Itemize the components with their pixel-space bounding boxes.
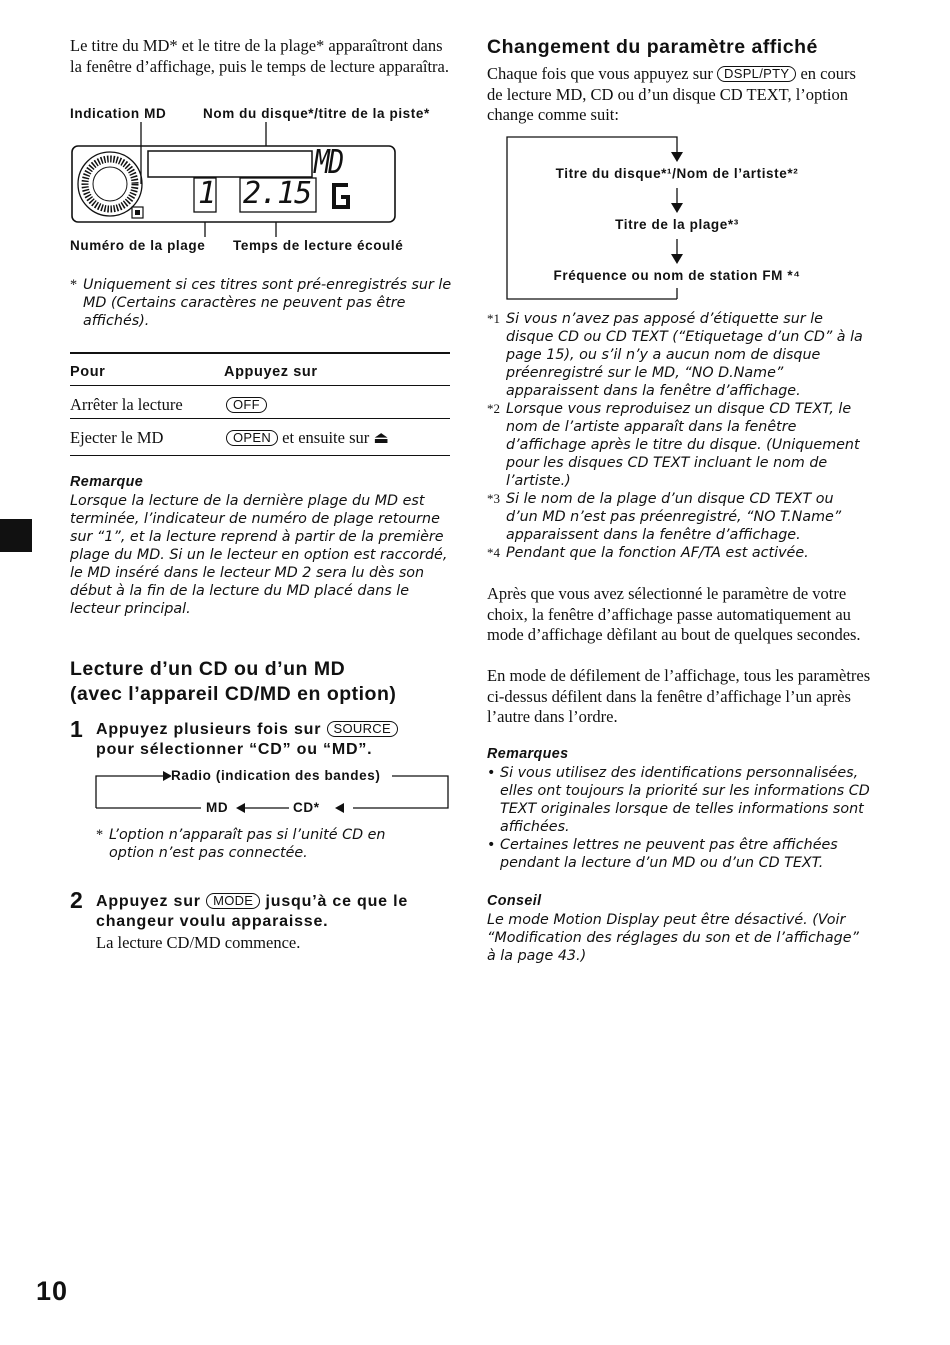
step-1-note-marker: * (96, 827, 104, 843)
step-1-text-a: Appuyez plusieurs fois sur (96, 721, 322, 738)
right-intro-b: en cours de lecture MD, CD ou d’un disque CD TEXT, l’option change comme suit: (487, 64, 856, 124)
remarque-text: Lorsque la lecture de la dernière plage du MD est terminée, l’indicateur de numéro de plage retourne sur “1”, et la lecture reprend à partir de la première plage du MD. Si un le lecteur en option est raccordé, le MD inséré dans le lecteur MD 2 sera lu dès son début à la fin de la lecture du MD placé dans le lecteur principal. (70, 493, 448, 617)
display-cycle-item: Titre du disque*¹/Nom de l’artiste*² (555, 166, 799, 181)
dspl-pty-button[interactable]: DSPL/PTY (717, 66, 796, 82)
table-cell-action: Ejecter le MD (70, 428, 164, 447)
flow-md: MD (206, 800, 229, 815)
step-2-number: 2 (70, 887, 83, 913)
footnote-mark: *4 (487, 545, 500, 560)
flow-radio: Radio (indication des bandes) (171, 768, 381, 783)
footnote-text: Si le nom de la plage d’un disque CD TEXT ou d’un MD n’est pas préenregistré, “NO T.Name” apparaissent dans la fenêtre d’affichage. (506, 491, 842, 543)
step-1-note-text: L’option n’apparaît pas si l’unité CD en option n’est pas connectée. (109, 827, 386, 861)
step-1-note (96, 826, 426, 862)
label-track-number: Numéro de la plage (70, 238, 206, 253)
step-2-text (96, 892, 456, 932)
source-button[interactable]: SOURCE (327, 721, 398, 737)
label-elapsed-time: Temps de lecture écoulé (233, 238, 404, 253)
footnote-item (487, 400, 867, 490)
display-md-text: MD (314, 142, 343, 181)
list-item: • Certaines lettres ne peuvent pas être affichées pendant la lecture d’un MD ou d’un CD TEXT. (487, 836, 872, 872)
step-2-result: La lecture CD/MD commence. (96, 933, 301, 952)
step-2-text-a: Appuyez sur (96, 893, 201, 910)
eject-suffix: et ensuite sur ⏏ (282, 428, 389, 447)
right-intro-a: Chaque fois que vous appuyez sur (487, 64, 713, 83)
table-header-appuyez: Appuyez sur (224, 364, 318, 380)
off-button[interactable]: OFF (226, 397, 267, 413)
footnote-item (487, 310, 867, 400)
flow-cd: CD* (293, 800, 320, 815)
conseil-text: Le mode Motion Display peut être désactivé. (Voir “Modification des réglages du son et de l’affichage” à la page 43.) (487, 912, 859, 964)
mode-button[interactable]: MODE (206, 893, 260, 909)
section-title-line-2: (avec l’appareil CD/MD en option) (70, 683, 397, 705)
remarques-list (487, 764, 872, 872)
right-paragraph-2: En mode de défilement de l’affichage, tous les paramètres ci-dessus défilent dans la fenêtre d’affichage l’un après l’autre dans l’ordre. (487, 666, 871, 726)
section-tab-marker (0, 519, 32, 552)
intro-paragraph: Le titre du MD* et le titre de la plage* apparaîtront dans la fenêtre d’affichage, puis le temps de lecture apparaîtra. (70, 36, 450, 76)
footnote-item (487, 490, 867, 544)
table-header (70, 364, 450, 380)
table-row (70, 428, 450, 449)
footnote-mark: *3 (487, 491, 500, 506)
label-indication-md: Indication MD (70, 106, 167, 121)
right-intro (487, 64, 872, 126)
conseil-title: Conseil (487, 893, 542, 909)
md-display-illustration (70, 122, 400, 240)
remarque-item-text: Si vous utilisez des identifications personnalisées, elles ont toujours la priorité sur les informations CD TEXT originales lorsque de telles informations sont affichées. (500, 765, 870, 835)
right-paragraph-1: Après que vous avez sélectionné le paramètre de votre choix, la fenêtre d’affichage passe automatiquement au mode d’affichage dèfilant au bout de quelques secondes. (487, 584, 861, 644)
table-header-pour: Pour (70, 364, 106, 380)
table-cell-action: Arrêter la lecture (70, 395, 183, 414)
remarque-item-text: Certaines lettres ne peuvent pas être affichées pendant la lecture d’un MD ou d’un CD TEXT. (500, 837, 838, 871)
section-title-line-1: Lecture d’un CD ou d’un MD (70, 658, 346, 680)
list-item: • Si vous utilisez des identifications personnalisées, elles ont toujours la priorité sur les informations CD TEXT originales lorsque de telles informations sont affichées. (487, 764, 872, 836)
display-cycle-item: Titre de la plage*³ (615, 217, 739, 232)
step-1-text (96, 720, 456, 760)
page-number: 10 (36, 1276, 69, 1306)
step-2-text-b: jusqu’à ce que le changeur voulu apparaisse. (96, 893, 409, 930)
remarque-title: Remarque (70, 474, 144, 490)
step-1-number: 1 (70, 716, 83, 742)
table-bottom-rule (70, 455, 450, 456)
footnote-text: Uniquement si ces titres sont pré-enregistrés sur le MD (Certains caractères ne peuvent pas être affichés). (83, 277, 452, 329)
table-top-rule (70, 352, 450, 354)
display-elapsed-time: 2.15 (243, 176, 312, 211)
label-disc-name: Nom du disque*/titre de la piste* (203, 106, 430, 121)
right-section-title: Changement du paramètre affiché (487, 36, 818, 58)
footnote-marker: * (70, 277, 78, 293)
footnote-text: Pendant que la fonction AF/TA est activée. (506, 545, 809, 561)
display-footnote (70, 276, 455, 330)
table-header-rule (70, 385, 450, 386)
table-row (70, 395, 450, 416)
footnote-mark: *1 (487, 311, 500, 326)
display-cycle-item: Fréquence ou nom de station FM *⁴ (553, 268, 801, 283)
display-track-number: 1 (198, 176, 217, 211)
remarques-title: Remarques (487, 746, 569, 762)
open-button[interactable]: OPEN (226, 430, 278, 446)
footnote-text: Si vous n’avez pas apposé d’étiquette sur le disque CD ou CD TEXT (“Etiquetage d’un CD” à la page 15), ou s’il n’y a aucun nom de disque préenregistré sur le MD, “NO D.Name” apparaissent dans la fenêtre d’affichage. (506, 311, 863, 399)
right-footnotes (487, 310, 867, 562)
step-1-text-b: pour sélectionner “CD” ou “MD”. (96, 741, 373, 758)
footnote-text: Lorsque vous reproduisez un disque CD TEXT, le nom de l’artiste apparaît dans la fenêtre d’affichage après le titre du disque. (Uniquement pour les disques CD TEXT incluant le nom de l’artiste.) (506, 401, 860, 489)
footnote-mark: *2 (487, 401, 500, 416)
table-row-rule (70, 418, 450, 419)
footnote-item (487, 544, 867, 562)
